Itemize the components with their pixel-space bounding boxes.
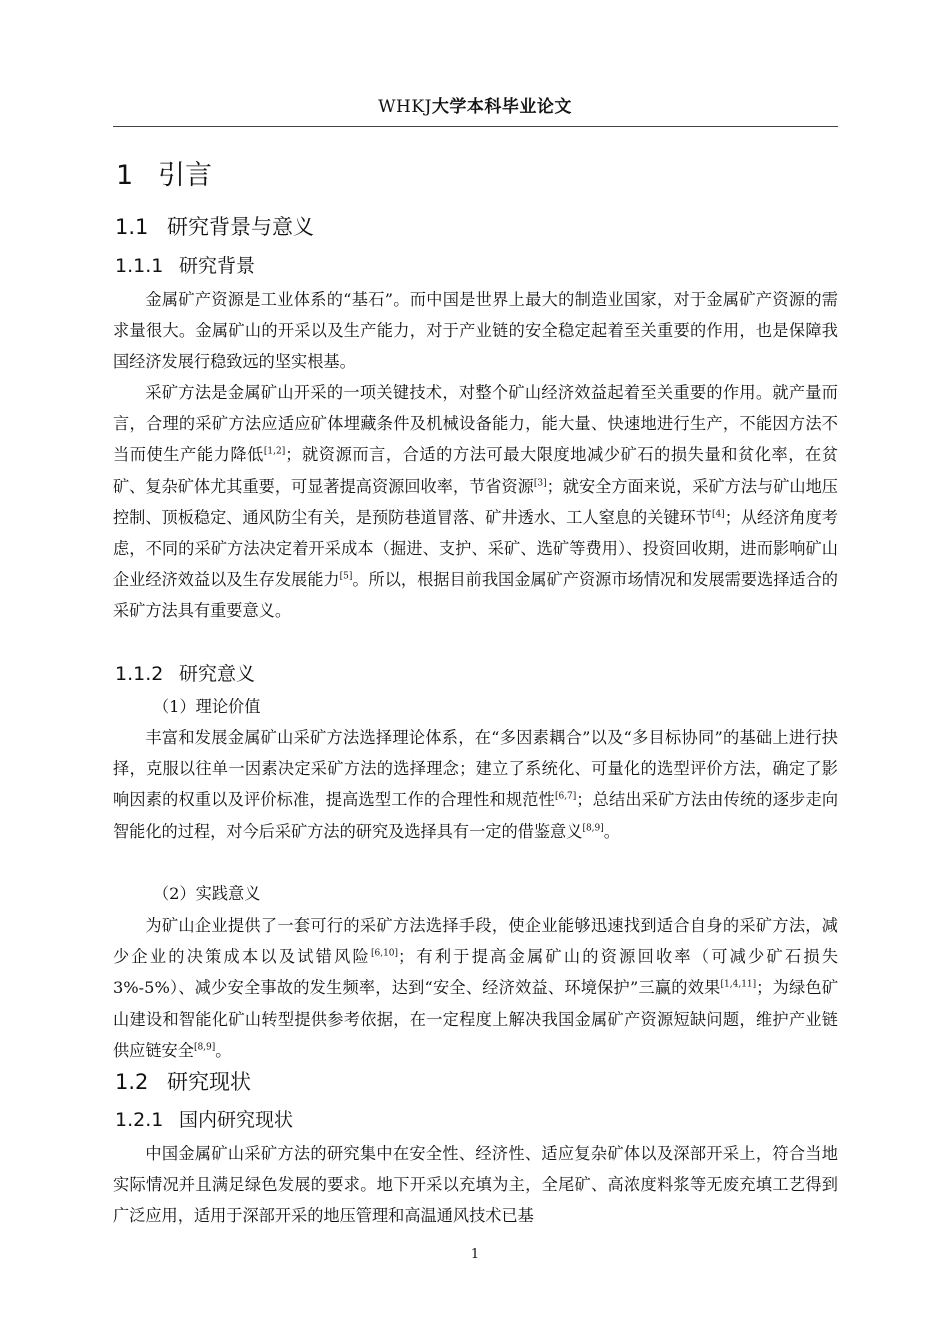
page-number: 1 <box>470 1247 480 1262</box>
text-run: 。所以，根据目前我国金属矿产资源市场情况和发展需要选择适合的采矿方法具有重要意义。 <box>113 570 838 621</box>
text-run: 采矿方法是金属矿山开采的一项关键技术，对整个矿山经济效益起着至关重要的作用。就产量而言，合理的采矿方法应适应矿体埋藏条件及机械设备能力，能大量、快速地进行生产，不能因方法不当而使生产能力降低 <box>113 383 838 465</box>
subsection-title: 研究背景 <box>179 255 256 277</box>
header-title: 大学本科毕业论文 <box>431 97 572 117</box>
paragraph-theory-value <box>113 722 838 847</box>
section-heading-1-2 <box>115 1067 251 1097</box>
chapter-number: 1 <box>116 160 134 191</box>
text-run: 为矿山企业提供了一套可行的采矿方法选择手段，使企业能够迅速找到适合自身的采矿方法，减少企业的决策成本以及试错风险 <box>113 916 838 967</box>
text-run: 。 <box>215 1040 232 1060</box>
text-run: ；为绿色矿山建设和智能化矿山转型提供参考依据，在一定程度上解决我国金属矿产资源短缺问题，维护产业链供应链安全 <box>113 978 839 1060</box>
citation: [8,9] <box>582 823 604 834</box>
section-title: 研究现状 <box>167 1070 251 1094</box>
paragraph-practical-value <box>113 910 838 1066</box>
section-number: 1.2 <box>115 1070 149 1094</box>
subsection-number: 1.1.2 <box>115 663 164 685</box>
paragraph-domestic-research: 中国金属矿山采矿方法的研究集中在安全性、经济性、适应复杂矿体以及深部开采上，符合当地实际情况并且满足绿色发展的要求。地下开采以充填为主，全尾矿、高浓度料浆等无废充填工艺得到广泛应用，适用于深部开采的地压管理和高温通风技术已基 <box>113 1144 838 1226</box>
paragraph-background-1: 金属矿产资源是工业体系的“基石”。而中国是世界上最大的制造业国家，对于金属矿产资源的需求量很大。金属矿山的开采以及生产能力，对于产业链的安全稳定起着至关重要的作用，也是保障我国经济发展行稳致远的坚实根基。 <box>113 290 838 372</box>
text-run: 丰富和发展金属矿山采矿方法选择理论体系，在“多因素耦合”以及“多目标协同”的基础上进行抉择，克服以往单一因素决定采矿方法的选择理念；建立了系统化、可量化的选型评价方法，确定了影响因素的权重以及评价标准，提高选型工作的合理性和规范性 <box>113 728 838 810</box>
text-run: ；有利于提高金属矿山的资源回收率（可减少矿石损失 3%-5%）、减少安全事故的发生频率，达到“安全、经济效益、环境保护”三赢的效果 <box>113 947 839 998</box>
text-run: ；总结出采矿方法由传统的逐步走向智能化的过程，对今后采矿方法的研究及选择具有一定的借鉴意义 <box>113 790 839 841</box>
citation: [6,10] <box>370 948 399 959</box>
header-prefix: WHKJ <box>378 97 432 117</box>
citation: [3] <box>533 478 547 489</box>
citation: [8,9] <box>193 1042 216 1053</box>
sub-heading-theory: （1）理论价值 <box>153 697 261 716</box>
citation: [4] <box>711 509 725 520</box>
subsection-title: 国内研究现状 <box>179 1109 294 1131</box>
subsection-heading-1-1-2 <box>115 660 255 688</box>
subsection-number: 1.1.1 <box>115 255 164 277</box>
section-title: 研究背景与意义 <box>167 215 314 239</box>
citation: [5] <box>339 571 353 582</box>
chapter-title: 引言 <box>158 160 212 191</box>
chapter-heading <box>116 158 212 194</box>
subsection-number: 1.2.1 <box>115 1109 164 1131</box>
text-run: ；从经济角度考虑，不同的采矿方法决定着开采成本（掘进、支护、采矿、选矿等费用）、投资回收期，进而影响矿山企业经济效益以及生存发展能力 <box>113 507 838 590</box>
header-rule <box>113 126 838 127</box>
citation: [1,2] <box>263 447 286 458</box>
subsection-heading-1-1-1 <box>115 252 255 280</box>
paragraph-background-2 <box>113 377 838 627</box>
subsection-title: 研究意义 <box>179 663 256 685</box>
section-heading-1-1 <box>115 212 314 242</box>
citation: [1,4,11] <box>720 980 757 991</box>
text-run: ；就安全方面来说，采矿方法与矿山地压控制、顶板稳定、通风防尘有关，是预防巷道冒落、矿井透水、工人窒息的关键环节 <box>113 476 838 527</box>
text-run: 。 <box>603 821 620 841</box>
sub-heading-practice: （2）实践意义 <box>153 884 261 903</box>
citation: [6,7] <box>554 792 577 803</box>
running-header <box>0 95 950 119</box>
subsection-heading-1-2-1 <box>115 1106 293 1134</box>
section-number: 1.1 <box>115 215 149 239</box>
text-run: ；就资源而言，合适的方法可最大限度地减少矿石的损失量和贫化率，在贫矿、复杂矿体尤其重要，可显著提高资源回收率，节省资源 <box>113 445 839 496</box>
